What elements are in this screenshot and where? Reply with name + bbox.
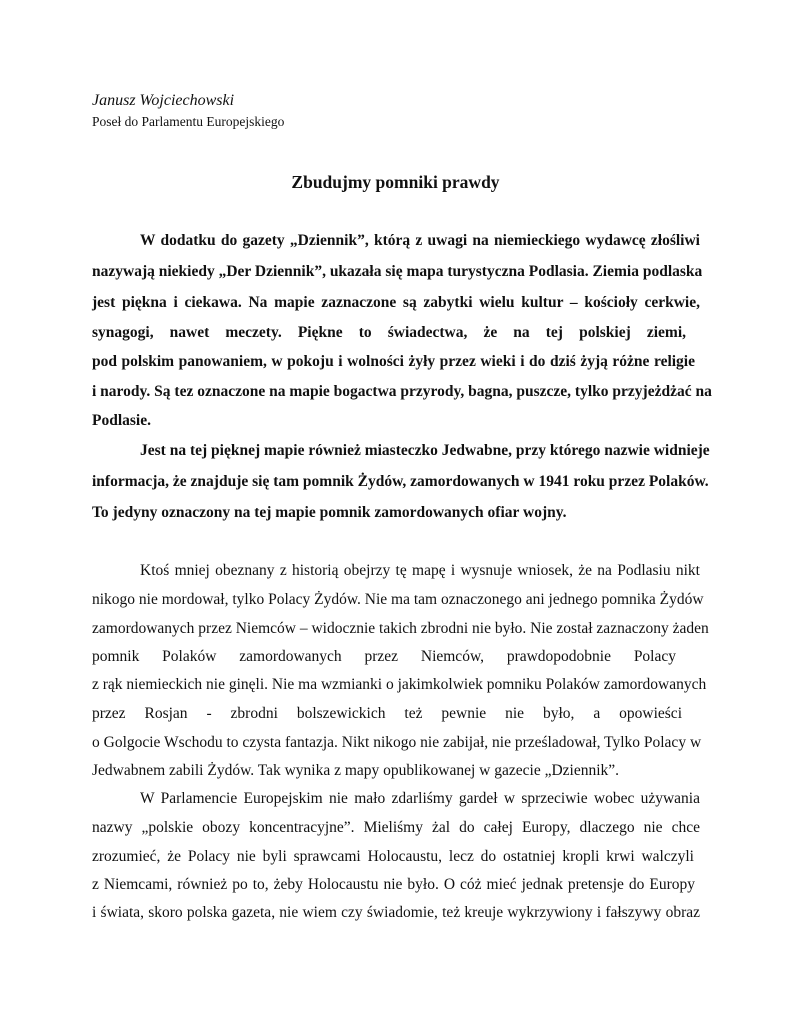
body-line: zamordowanych przez Niemców – widocznie takich zbrodni nie było. Nie został zaznaczony żaden bbox=[92, 620, 709, 637]
body-line: W Parlamencie Europejskim nie mało zdarliśmy gardeł w sprzeciwie wobec używania bbox=[140, 790, 700, 807]
body-line: z Niemcami, również po to, żeby Holocaustu nie było. O cóż mieć jednak pretensje do Europy bbox=[92, 876, 695, 893]
body-line: nikogo nie mordował, tylko Polacy Żydów. Nie ma tam oznaczonego ani jednego pomnika Żydów bbox=[92, 591, 704, 608]
body-line: i świata, skoro polska gazeta, nie wiem czy świadomie, też kreuje wykrzywiony i fałszywy obraz bbox=[92, 904, 700, 921]
lead-line: informacja, że znajduje się tam pomnik Żydów, zamordowanych w 1941 roku przez Polaków. bbox=[92, 473, 709, 490]
lead-line: Jest na tej pięknej mapie również miasteczko Jedwabne, przy którego nazwie widnieje bbox=[140, 442, 710, 459]
body-line: Ktoś mniej obeznany z historią obejrzy tę mapę i wysnuje wniosek, że na Podlasiu nikt bbox=[140, 562, 700, 579]
body-line: Jedwabnem zabili Żydów. Tak wynika z mapy opublikowanej w gazecie „Dziennik”. bbox=[92, 762, 620, 779]
lead-line: pod polskim panowaniem, w pokoju i wolności żyły przez wieki i do dziś żyją różne religie bbox=[92, 353, 695, 370]
body-line: nazwy „polskie obozy koncentracyjne”. Mieliśmy żal do całej Europy, dlaczego nie chce bbox=[92, 819, 700, 836]
lead-line: i narody. Są tez oznaczone na mapie bogactwa przyrody, bagna, puszcze, tylko przyjeżdżać na bbox=[92, 383, 712, 400]
lead-line: W dodatku do gazety „Dziennik”, którą z uwagi na niemieckiego wydawcę złośliwi bbox=[140, 232, 700, 249]
article-title: Zbudujmy pomniki prawdy bbox=[291, 172, 500, 192]
body-line: zrozumieć, że Polacy nie byli sprawcami Holocaustu, lecz do ostatniej kropli krwi walczyli bbox=[92, 848, 694, 865]
author-name: Janusz Wojciechowski bbox=[92, 92, 235, 109]
body-line: o Golgocie Wschodu to czysta fantazja. Nikt nikogo nie zabijał, nie prześladował, Tylko Polacy w bbox=[92, 734, 702, 751]
author-role: Poseł do Parlamentu Europejskiego bbox=[92, 114, 285, 129]
lead-line: nazywają niekiedy „Der Dziennik”, ukazała się mapa turystyczna Podlasia. Ziemia podlaska bbox=[92, 263, 703, 280]
body-line: przez Rosjan - zbrodni bolszewickich też pewnie nie było, a opowieści bbox=[92, 705, 682, 722]
lead-line: jest piękna i ciekawa. Na mapie zaznaczone są zabytki wielu kultur – kościoły cerkwie, bbox=[92, 294, 700, 311]
lead-line: Podlasie. bbox=[92, 412, 151, 429]
lead-line: synagogi, nawet meczety. Piękne to świadectwa, że na tej polskiej ziemi, bbox=[92, 324, 686, 341]
lead-line: To jedyny oznaczony na tej mapie pomnik zamordowanych ofiar wojny. bbox=[92, 504, 567, 521]
body-line: pomnik Polaków zamordowanych przez Niemców, prawdopodobnie Polacy bbox=[92, 648, 676, 665]
body-line: z rąk niemieckich nie ginęli. Nie ma wzmianki o jakimkolwiek pomniku Polaków zamordowanych bbox=[92, 676, 707, 693]
